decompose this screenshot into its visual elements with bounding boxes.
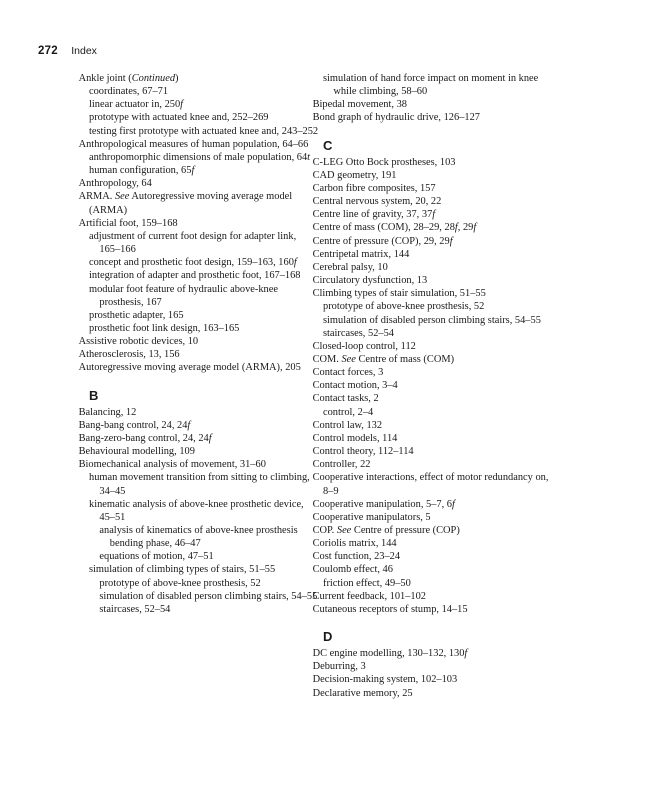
index-entry: Centre of mass (COM), 28–29, 28f, 29f [312, 222, 477, 234]
index-subentry: testing first prototype with actuated knee and, 243–252 [89, 125, 319, 137]
index-entry: Artificial foot, 159–168 [78, 217, 178, 229]
index-entry: Controller, 22 [312, 459, 371, 471]
index-subentry: concept and prosthetic foot design, 159–163, 160f [89, 257, 297, 269]
index-subentry: staircases, 52–54 [99, 603, 171, 615]
page-number: 272 [38, 45, 58, 57]
page-header [38, 41, 97, 59]
index-subentry: analysis of kinematics of above-knee prosthesis bending phase, 46–47 [99, 525, 298, 550]
index-subentry: simulation of disabled person climbing stairs, 54–55 [323, 314, 541, 326]
index-subentry: simulation of climbing types of stairs, 51–55 [89, 564, 276, 576]
index-entry: DC engine modelling, 130–132, 130f [312, 648, 468, 660]
index-entry: Assistive robotic devices, 10 [78, 336, 199, 348]
index-entry: Decision-making system, 102–103 [312, 674, 458, 686]
index-entry: Control theory, 112–114 [312, 446, 414, 458]
index-entry: Coulomb effect, 46 [312, 564, 393, 576]
index-entry: Cooperative manipulation, 5–7, 6f [312, 498, 455, 510]
index-entry: Anthropological measures of human population, 64–66 [78, 138, 309, 150]
index-entry: Cooperative manipulators, 5 [312, 511, 431, 523]
index-column-left [78, 72, 319, 616]
index-entry: Autoregressive moving average model (ARMA), 205 [78, 362, 301, 374]
index-entry: Central nervous system, 20, 22 [312, 196, 442, 208]
index-entry: Carbon fibre composites, 157 [312, 182, 436, 194]
index-entry: Control law, 132 [312, 419, 383, 431]
index-entry: Cutaneous receptors of stump, 14–15 [312, 603, 468, 615]
index-entry: Contact motion, 3–4 [312, 380, 398, 392]
index-subentry: prototype of above-knee prosthesis, 52 [323, 301, 485, 313]
index-entry: Behavioural modelling, 109 [78, 446, 195, 458]
index-entry: Deburring, 3 [312, 661, 366, 673]
index-entry: Balancing, 12 [78, 406, 137, 418]
index-entry: Cost function, 23–24 [312, 551, 401, 563]
index-entry: Biomechanical analysis of movement, 31–60 [78, 459, 266, 471]
running-head: Index [71, 45, 97, 57]
index-entry: Bang-zero-bang control, 24, 24f [78, 432, 212, 444]
index-entry: COP. See Centre of pressure (COP) [312, 525, 460, 536]
index-entry: Climbing types of stair simulation, 51–55 [312, 288, 486, 300]
index-entry: Centre of pressure (COP), 29, 29f [312, 235, 453, 247]
index-entry: Bond graph of hydraulic drive, 126–127 [312, 112, 480, 124]
index-subentry: control, 2–4 [323, 406, 374, 418]
index-subentry: prosthetic foot link design, 163–165 [89, 322, 240, 334]
index-entry: Contact forces, 3 [312, 367, 384, 379]
section-letter-b: B [89, 387, 99, 403]
index-entry: Bipedal movement, 38 [312, 99, 407, 111]
index-subentry: simulation of disabled person climbing stairs, 54–55 [99, 590, 318, 602]
index-entry: Cooperative interactions, effect of motor redundancy on, 8–9 [312, 472, 549, 497]
index-subentry: linear actuator in, 250f [89, 99, 184, 111]
index-column-right [312, 72, 553, 700]
index-subentry: friction effect, 49–50 [323, 577, 411, 589]
index-entry: C-LEG Otto Bock prostheses, 103 [312, 156, 456, 168]
index-entry: Declarative memory, 25 [312, 687, 413, 699]
index-subentry: prosthetic adapter, 165 [89, 309, 184, 321]
index-subentry: human configuration, 65f [89, 165, 195, 177]
index-entry: Atherosclerosis, 13, 156 [78, 349, 180, 361]
index-subentry: prototype with actuated knee and, 252–269 [89, 112, 269, 124]
index-subentry: staircases, 52–54 [323, 327, 394, 339]
index-subentry: human movement transition from sitting to climbing, 34–45 [89, 472, 310, 497]
index-subentry: anthropomorphic dimensions of male population, 64t [89, 151, 311, 163]
index-entry: Centre line of gravity, 37, 37f [312, 209, 436, 221]
index-subentry: adjustment of current foot design for adapter link, 165–166 [89, 230, 297, 256]
index-subentry: kinematic analysis of above-knee prosthetic device, 45–51 [89, 498, 304, 523]
index-entry: COM. See Centre of mass (COM) [312, 353, 455, 365]
index-entry: CAD geometry, 191 [312, 169, 397, 181]
index-entry: Contact tasks, 2 [312, 393, 379, 405]
index-subentry: prototype of above-knee prosthesis, 52 [99, 577, 261, 589]
index-entry: Current feedback, 101–102 [312, 590, 427, 602]
index-entry: Circulatory dysfunction, 13 [312, 275, 428, 287]
index-subentry: modular foot feature of hydraulic above-knee prosthesis, 167 [89, 283, 278, 308]
index-entry: ARMA. See Autoregressive moving average model (ARMA) [78, 191, 293, 216]
index-subentry: integration of adapter and prosthetic foot, 167–168 [89, 270, 301, 282]
index-subentry: simulation of hand force impact on moment in knee while climbing, 58–60 [323, 73, 539, 98]
index-entry: Closed-loop control, 112 [312, 340, 416, 352]
section-letter-c: C [323, 137, 333, 153]
index-entry: Centripetal matrix, 144 [312, 248, 410, 260]
index-entry: Anthropology, 64 [78, 178, 152, 190]
section-letter-d: D [323, 629, 333, 645]
index-entry: Ankle joint (Continued) [78, 73, 179, 84]
index-entry: Coriolis matrix, 144 [312, 538, 397, 550]
index-subentry: equations of motion, 47–51 [99, 551, 214, 563]
index-subentry: coordinates, 67–71 [89, 86, 169, 98]
index-entry: Bang-bang control, 24, 24f [78, 419, 191, 431]
index-entry: Control models, 114 [312, 432, 398, 444]
index-entry: Cerebral palsy, 10 [312, 261, 388, 273]
